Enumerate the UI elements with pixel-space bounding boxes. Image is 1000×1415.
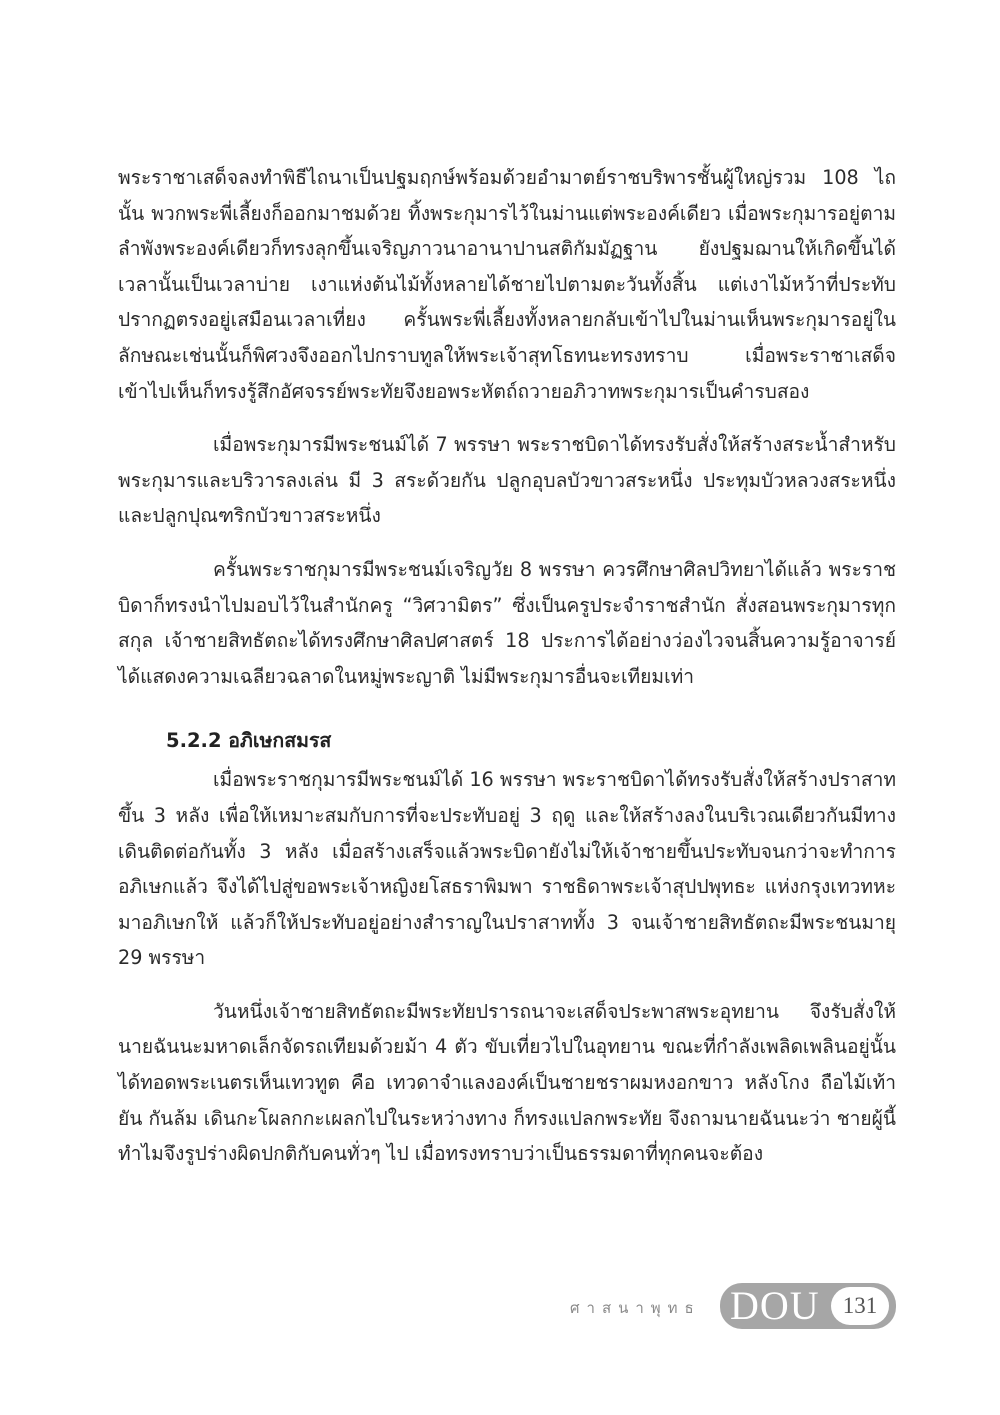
section-heading: 5.2.2 อภิเษกสมรส	[166, 729, 332, 753]
page-number: 131	[831, 1287, 889, 1325]
dou-badge	[720, 1283, 896, 1329]
paragraph-2: เมื่อพระกุมารมีพระชนม์ได้ 7 พรรษา พระราชบิดาได้ทรงรับสั่งให้สร้างสระน้ำสำหรับพระกุมารและบริวารลงเล่น มี 3 สระด้วยกัน ปลูกอุบลบัวขาวสระหนึ่ง ประทุมบัวหลวงสระหนึ่ง และปลูกปุณฑริกบัวขาวสระหนึ่ง	[118, 433, 896, 528]
paragraph-4: เมื่อพระราชกุมารมีพระชนม์ได้ 16 พรรษา พระราชบิดาได้ทรงรับสั่งให้สร้างปราสาทขึ้น 3 หลัง เพื่อให้เหมาะสมกับการที่จะประทับอยู่ 3 ฤดู และให้สร้างลงในบริเวณเดียวกันมีทางเดินติดต่อกันทั้ง 3 หลัง เมื่อสร้างเสร็จแล้วพระบิดายังไม่ให้เจ้าชายขึ้นประทับจนกว่าจะทำการอภิเษกแล้ว จึงได้ไปสู่ขอพระเจ้าหญิงยโสธราพิมพา ราชธิดาพระเจ้าสุปปพุทธะ แห่งกรุงเทวทหะ มาอภิเษกให้ แล้วก็ให้ประทับอยู่อย่างสำราญในปราสาททั้ง 3 จนเจ้าชายสิทธัตถะมีพระชนมายุ 29 พรรษา	[118, 768, 896, 970]
footer-course-label: ศาสนาพุทธ	[570, 1299, 701, 1317]
paragraph-1: พระราชาเสด็จลงทำพิธีไถนาเป็นปฐมฤกษ์พร้อมด้วยอำมาตย์ราชบริพารชั้นผู้ใหญ่รวม 108 ไถนั้น พวกพระพี่เลี้ยงก็ออกมาชมด้วย ทิ้งพระกุมารไว้ในม่านแต่พระองค์เดียว เมื่อพระกุมารอยู่ตามลำพังพระองค์เดียวก็ทรงลุกขึ้นเจริญภาวนาอานาปานสติกัมมัฏฐาน ยังปฐมฌานให้เกิดขึ้นได้ เวลานั้นเป็นเวลาบ่าย เงาแห่งต้นไม้ทั้งหลายได้ชายไปตามตะวันทั้งสิ้น แต่เงาไม้หว้าที่ประทับปรากฏตรงอยู่เสมือนเวลาเที่ยง ครั้นพระพี่เลี้ยงทั้งหลายกลับเข้าไปในม่านเห็นพระกุมารอยู่ในลักษณะเช่นนั้นก็พิศวงจึงออกไปกราบทูลให้พระเจ้าสุทโธทนะทรงทราบ เมื่อพระราชาเสด็จเข้าไปเห็นก็ทรงรู้สึกอัศจรรย์พระทัยจึงยอพระหัตถ์ถวายอภิวาทพระกุมารเป็นคำรบสอง	[118, 166, 896, 403]
paragraph-5: วันหนึ่งเจ้าชายสิทธัตถะมีพระทัยปรารถนาจะเสด็จประพาสพระอุทยาน จึงรับสั่งให้นายฉันนะมหาดเล็กจัดรถเทียมด้วยม้า 4 ตัว ขับเที่ยวไปในอุทยาน ขณะที่กำลังเพลิดเพลินอยู่นั้นได้ทอดพระเนตรเห็นเทวทูต คือ เทวดาจำแลงองค์เป็นชายชราผมหงอกขาว หลังโกง ถือไม้เท้ายัน กันล้ม เดินกะโผลกกะเผลกไปในระหว่างทาง ก็ทรงแปลกพระทัย จึงถามนายฉันนะว่า ชายผู้นี้ทำไมจึงรูปร่างผิดปกติกับคนทั่วๆ ไป เมื่อทรงทราบว่าเป็นธรรมดาที่ทุกคนจะต้อง	[118, 999, 896, 1166]
paragraph-3: ครั้นพระราชกุมารมีพระชนม์เจริญวัย 8 พรรษา ควรศึกษาศิลปวิทยาได้แล้ว พระราชบิดาก็ทรงนำไปมอบไว้ในสำนักครู “วิศวามิตร” ซึ่งเป็นครูประจำราชสำนัก สั่งสอนพระกุมารทุกสกุล เจ้าชายสิทธัตถะได้ทรงศึกษาศิลปศาสตร์ 18 ประการได้อย่างว่องไวจนสิ้นความรู้อาจารย์ ได้แสดงความเฉลียวฉลาดในหมู่พระญาติ ไม่มีพระกุมารอื่นจะเทียมเท่า	[118, 557, 896, 688]
body-text	[118, 160, 896, 1172]
page-footer	[570, 1283, 896, 1331]
dou-logo-text: DOU	[730, 1283, 820, 1328]
